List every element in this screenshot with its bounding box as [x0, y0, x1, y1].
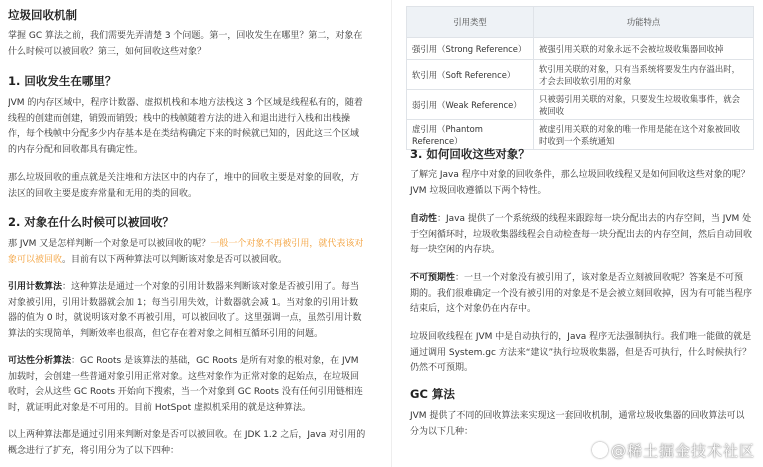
section-1-title: 1. 回收发生在哪里？ — [8, 74, 117, 88]
table-row — [407, 38, 754, 60]
intro-paragraph: 掌握 GC 算法之前，我们需要先弄清楚 3 个问题。第一，回收发生在哪里？第二，对象在什么时候可以被回收？第三，如何回收这些对象？ — [8, 31, 363, 57]
unpredictable-label: 不可预期性 — [410, 273, 456, 283]
auto-label: 自动性 — [410, 214, 438, 224]
unpredictable-paragraph — [410, 271, 752, 318]
reachability-label: 可达性分析算法 — [8, 356, 72, 366]
table-cell-type: 强引用（Strong Reference） — [407, 38, 534, 60]
auto-paragraph — [410, 212, 752, 259]
watermark — [592, 440, 755, 461]
reachability-paragraph — [8, 354, 366, 416]
section-3-paragraph-1: 了解完 Java 程序中对象的回收条件，那么垃圾回收线程又是如何回收这些对象的呢？JVM 垃圾回收遵循以下两个特性。 — [410, 170, 750, 196]
section-title-gc: 垃圾回收机制 — [8, 8, 77, 22]
reference-counting-text: ：这种算法是通过一个对象的引用计数器来判断该对象是否被引用了。每当对象被引用，引用计数器就会加 1；每当引用失效，计数器就会减 1。当对象的引用计数器的值为 0 时，就说明该对象不再被引用，可以被回收了。这里强调一点，虽然引用计数算法的实现简单，判断效率也很高，但它存在着对象之间相互循环引用的问题。 — [8, 282, 362, 339]
section-3-paragraph-2: 垃圾回收线程在 JVM 中是自动执行的，Java 程序无法强制执行。我们唯一能做的就是通过调用 System.gc 方法来“建议”执行垃圾收集器，但是否可执行，什么时候执行？仍然不可预期。 — [410, 332, 752, 373]
table-header-row — [407, 7, 754, 38]
s2-text-b: 。目前有以下两种算法可以判断该对象是否可以被回收。 — [62, 254, 288, 265]
right-column — [404, 0, 756, 467]
gc-algorithm-title: GC 算法 — [410, 387, 455, 401]
table-row — [407, 90, 754, 120]
table-row — [407, 120, 754, 150]
left-column — [8, 0, 368, 467]
table-cell-type: 虚引用（Phantom Reference） — [407, 120, 534, 150]
table-header-feature: 功能特点 — [534, 7, 754, 38]
juejin-logo-icon — [592, 442, 608, 458]
section-2-paragraph-1 — [8, 237, 366, 268]
s2-highlight: 一般一个对象不再被引用，就代表该对象可以被回收 — [8, 239, 364, 265]
section-1-paragraph-2: 那么垃圾回收的重点就是关注堆和方法区中的内存了，堆中的回收主要是对象的回收，方法区的回收主要是废弃常量和无用的类的回收。 — [8, 173, 360, 199]
table-cell-desc: 被强引用关联的对象永远不会被垃圾收集器回收掉 — [534, 38, 754, 60]
reachability-text: ：GC Roots 是该算法的基础，GC Roots 是所有对象的根对象，在 JVM 加载时，会创建一些普通对象引用正常对象。这些对象作为正常对象的起始点，在垃圾回收时，会从这些 GC Roots 开始向下搜索，当一个对象到 GC Roots 没有任何引用链相连时，就证明此对象是不可用的。目前 HotSpot 虚拟机采用的就是这种算法。 — [8, 356, 363, 413]
section-3-title: 3. 如何回收这些对象？ — [410, 147, 530, 161]
table-cell-type: 弱引用（Weak Reference） — [407, 90, 534, 120]
section-1-paragraph-1: JVM 的内存区域中，程序计数器、虚拟机栈和本地方法栈这 3 个区域是线程私有的，随着线程的创建而创建，销毁而销毁；栈中的栈帧随着方法的进入和退出进行入栈和出栈操作，每个栈帧中分配多少内存基本是在类结构确定下来的时候就已知的，因此这三个区域的内存分配和回收都具有确定性。 — [8, 98, 363, 155]
table-cell-desc: 软引用关联的对象，只有当系统将要发生内存溢出时，才会去回收软引用的对象 — [534, 60, 754, 90]
reference-counting-paragraph — [8, 280, 366, 342]
section-2-title: 2. 对象在什么时候可以被回收？ — [8, 215, 174, 229]
table-row — [407, 60, 754, 90]
reference-types-table — [406, 6, 754, 150]
table-cell-desc: 只被弱引用关联的对象，只要发生垃圾收集事件，就会被回收 — [534, 90, 754, 120]
table-cell-desc: 被虚引用关联的对象的唯一作用是能在这个对象被回收时收到一个系统通知 — [534, 120, 754, 150]
unpredictable-text: ：一旦一个对象没有被引用了，该对象是否立刻被回收呢？答案是不可预期的。我们很难确定一个没有被引用的对象是不是会被立刻回收掉，因为有可能当程序结束后，这个对象仍在内存中。 — [410, 273, 753, 314]
table-cell-type: 软引用（Soft Reference） — [407, 60, 534, 90]
reference-counting-label: 引用计数算法 — [8, 282, 63, 292]
table-header-type: 引用类型 — [407, 7, 534, 38]
section-2-paragraph-2: 以上两种算法都是通过引用来判断对象是否可以被回收。在 JDK 1.2 之后，Java 对引用的概念进行了扩充，将引用分为了以下四种： — [8, 430, 366, 456]
auto-text: ：Java 提供了一个系统级的线程来跟踪每一块分配出去的内存空间，当 JVM 处于空闲循环时，垃圾收集器线程会自动检查每一块分配出去的内存空间，然后自动回收每一块空闲的内存块。 — [410, 214, 753, 255]
s2-text-a: 那 JVM 又是怎样判断一个对象是可以被回收的呢？ — [8, 239, 211, 249]
column-divider — [391, 0, 392, 467]
watermark-text: @稀土掘金技术社区 — [610, 442, 755, 460]
gc-algorithm-paragraph: JVM 提供了不同的回收算法来实现这一套回收机制，通常垃圾收集器的回收算法可以分为以下几种： — [410, 411, 745, 437]
